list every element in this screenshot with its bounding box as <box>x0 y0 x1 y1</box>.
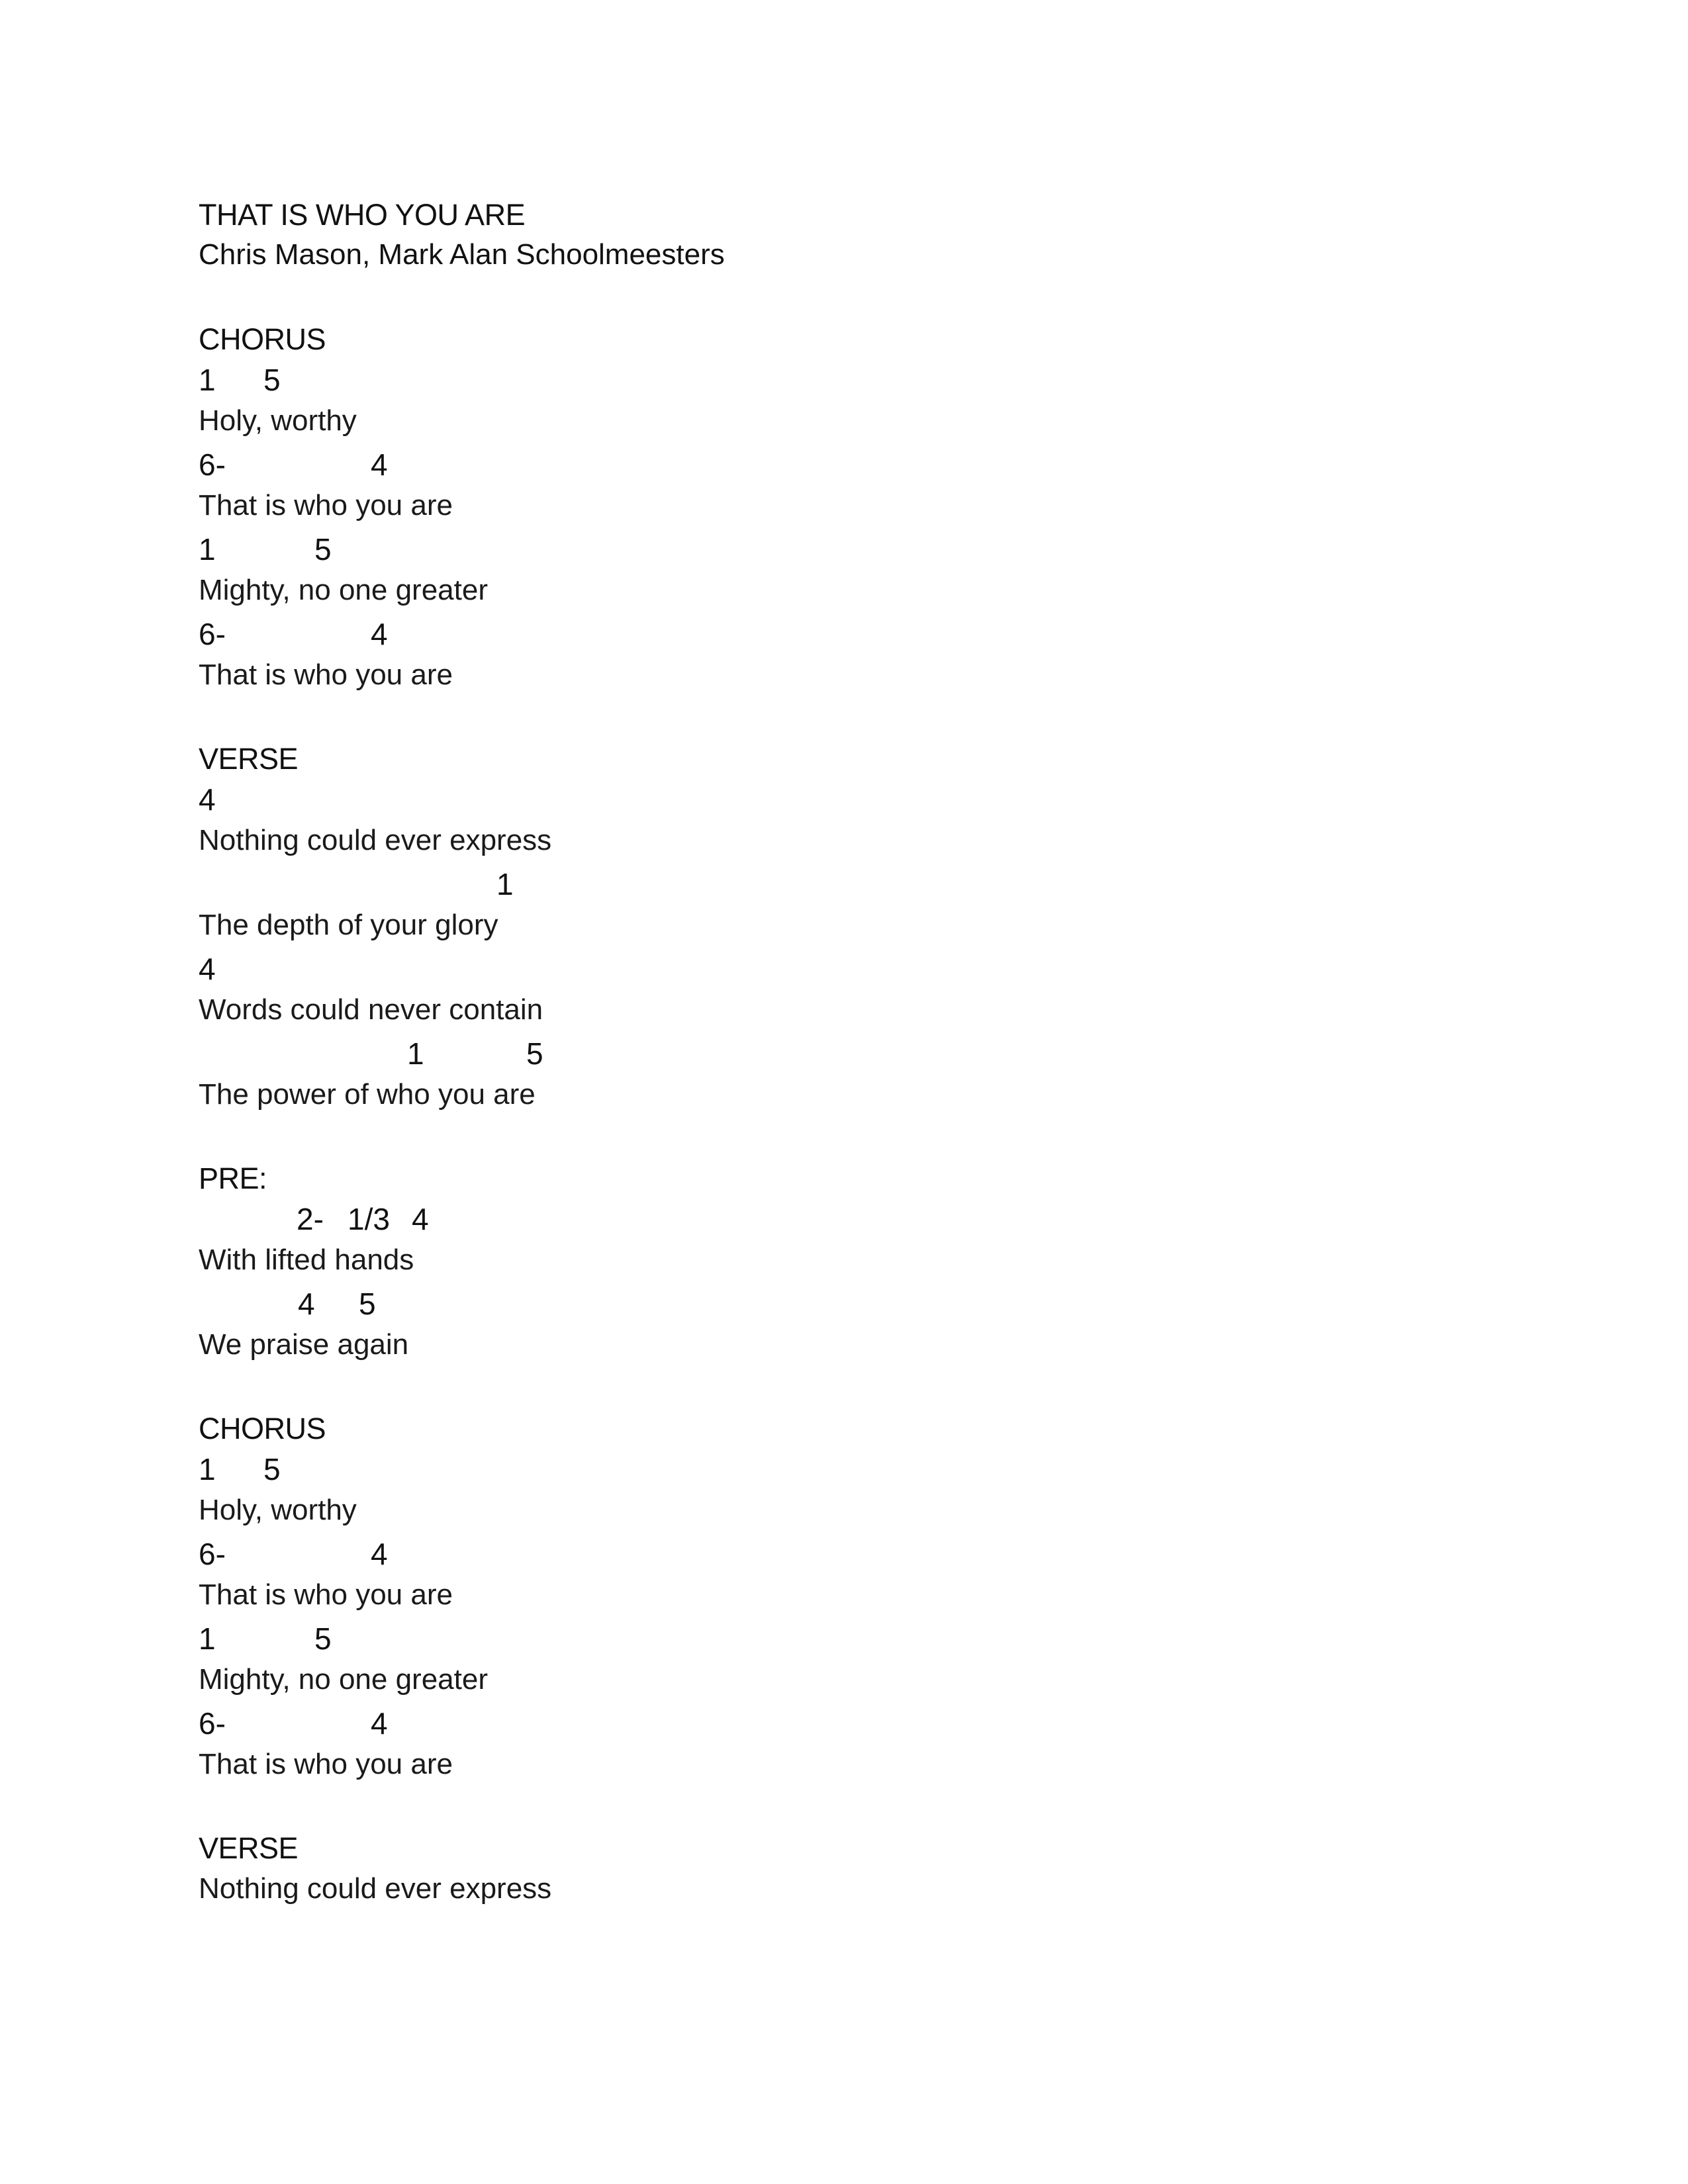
lyric-line: Mighty, no one greater <box>199 1663 488 1696</box>
lyric-line: That is who you are <box>199 659 453 691</box>
chord-symbol: 4 <box>199 782 216 817</box>
chord-symbol: 1/3 <box>348 1202 390 1236</box>
section-heading: VERSE <box>199 1831 299 1865</box>
chord-line <box>199 444 1456 485</box>
lyric-line: Mighty, no one greater <box>199 574 488 606</box>
chord-symbol: 5 <box>314 1621 332 1656</box>
chord-symbol: 6- <box>199 1537 226 1571</box>
blank-line <box>199 1118 1456 1159</box>
blank-line <box>199 1788 1456 1829</box>
song-title: THAT IS WHO YOU ARE <box>199 198 526 232</box>
chord-sheet <box>199 195 1456 1912</box>
chord-line <box>199 1199 1456 1240</box>
lyric-line: The power of who you are <box>199 1078 536 1111</box>
lyric-line: The depth of your glory <box>199 909 498 941</box>
lyric-line: Holy, worthy <box>199 1494 357 1526</box>
blank-line <box>199 1368 1456 1409</box>
chord-symbol: 5 <box>526 1036 543 1071</box>
lyric-line: We praise again <box>199 1328 409 1361</box>
section-heading: VERSE <box>199 742 299 776</box>
chord-symbol: 6- <box>199 617 226 651</box>
chord-line <box>199 779 1456 820</box>
chord-symbol: 1 <box>496 867 514 901</box>
chord-line <box>199 1033 1456 1074</box>
chord-symbol: 4 <box>371 1537 388 1571</box>
blank-line <box>199 279 1456 320</box>
lyric-line: That is who you are <box>199 1748 453 1780</box>
chord-symbol: 1 <box>199 1452 216 1486</box>
chord-symbol: 1 <box>199 1621 216 1656</box>
chord-symbol: 4 <box>298 1287 315 1321</box>
chord-symbol: 2- <box>297 1202 324 1236</box>
chord-symbol: 4 <box>412 1202 429 1236</box>
chord-line <box>199 1618 1456 1659</box>
lyric-line: Nothing could ever express <box>199 1872 552 1905</box>
chord-symbol: 4 <box>371 447 388 482</box>
chord-symbol: 1 <box>199 532 216 567</box>
chord-line <box>199 1283 1456 1324</box>
chord-symbol: 5 <box>314 532 332 567</box>
chord-line <box>199 1533 1456 1574</box>
chord-line <box>199 529 1456 570</box>
chord-line <box>199 1703 1456 1744</box>
chord-line <box>199 948 1456 989</box>
song-authors: Chris Mason, Mark Alan Schoolmeesters <box>199 238 725 271</box>
lyric-line: Nothing could ever express <box>199 824 552 856</box>
chord-symbol: 4 <box>371 617 388 651</box>
lyric-line: Words could never contain <box>199 993 543 1026</box>
chord-line <box>199 359 1456 400</box>
chord-line <box>199 614 1456 655</box>
chord-symbol: 4 <box>199 952 216 986</box>
chord-symbol: 5 <box>263 363 281 397</box>
chord-symbol: 5 <box>359 1287 376 1321</box>
section-heading: CHORUS <box>199 322 326 356</box>
chord-symbol: 1 <box>407 1036 424 1071</box>
blank-line <box>199 698 1456 739</box>
lyric-line: With lifted hands <box>199 1244 414 1276</box>
chord-symbol: 6- <box>199 447 226 482</box>
lyric-line: That is who you are <box>199 1578 453 1611</box>
lyric-line: Holy, worthy <box>199 404 357 437</box>
chord-line <box>199 1449 1456 1490</box>
lyric-line: That is who you are <box>199 489 453 522</box>
chord-symbol: 4 <box>371 1706 388 1741</box>
chord-symbol: 1 <box>199 363 216 397</box>
chord-symbol: 6- <box>199 1706 226 1741</box>
chord-symbol: 5 <box>263 1452 281 1486</box>
chord-line <box>199 864 1456 905</box>
section-heading: CHORUS <box>199 1412 326 1445</box>
section-heading: PRE: <box>199 1161 267 1195</box>
